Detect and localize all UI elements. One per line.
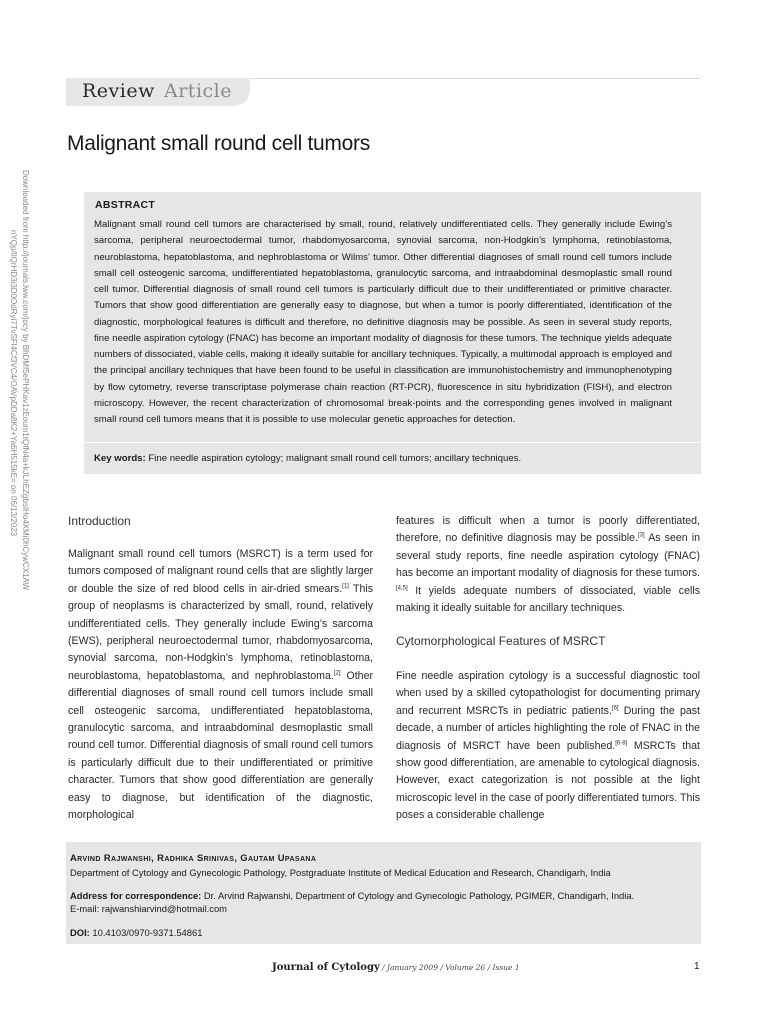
doi (70, 927, 202, 938)
abstract-divider (84, 442, 701, 443)
intro-paragraph-2: features is difficult when a tumor is poorly differentiated, therefore, no definitive diagnosis may be possible.[3] As seen in several study reports, fine needle aspiration cytology (FNAC) has become an important modality of diagnosis for these tumors.[4,5] It yields adequate numbers of dissociated, viable cells making it ideally suitable for ancillary techniques. (396, 515, 701, 615)
keywords (94, 453, 521, 464)
doi-value[interactable]: 10.4103/0970-9371.54861 (89, 927, 203, 938)
correspondence-label: Address for correspondence: (70, 890, 202, 901)
article-title: Malignant small round cell tumors (67, 132, 370, 155)
correspondence-address: Address for correspondence: Dr. Arvind Rajwanshi, Department of Cytology and Gynecologic Pathology, PGIMER, Chandigarh, India. (70, 890, 635, 901)
article-type-tab (66, 78, 250, 106)
author-names: Arvind Rajwanshi, Radhika Srinivas, Gautam Upasana (70, 852, 317, 863)
keywords-label: Key words: (94, 453, 146, 464)
abstract-text: Malignant small round cell tumors are characterised by small, round, relatively undifferentiated cells. They generally include Ewing’s sarcoma, peripheral neuroectodermal tumor, rhabdomyosarcoma, synovial sarcoma, non-Hodgkin’s lymphoma, retinoblastoma, neuroblastoma, hepatoblastoma, and nephroblastoma or Wilms’ tumor. Other differential diagnoses of small round cell tumors include small cell osteogenic sarcoma, undifferentiated hepatoblastoma, granulocytic sarcoma, and intraabdominal desmoplastic small round cell tumor. Differential diagnosis of small round cell tumors is particularly difficult due to their undifferentiated or primitive character. Tumors that show good differentiation are generally easy to diagnose, but when a tumor is poorly differentiated, identification of the diagnostic, morphological features is difficult and therefore, no definitive diagnosis may be possible. As seen in several study reports, fine needle aspiration cytology (FNAC) has become an important modality of diagnosis for these tumors. The technique yields adequate numbers of dissociated, viable cells, making it ideally suitable for ancillary techniques. Typically, a multimodal approach is employed and the principal ancillary techniques that have been found to be useful in classification are immunohistochemistry and immunophenotyping by flow cytometry, reverse transcriptase polymerase chain reaction (RT-PCR), fluorescence in situ hybridization (FISH), and electron microscopy. However, the recent characterization of chromosomal break-points and the corresponding genes involved in malignant small round cell tumors means that it is possible to use molecular genetic approaches for detection. (94, 219, 672, 425)
citation[interactable]: [6] (611, 705, 619, 712)
section-heading-cytomorphology: Cytomorphological Features of MSRCT (396, 634, 606, 648)
journal-name: Journal of Cytology (272, 962, 380, 973)
page-number: 1 (694, 961, 700, 972)
cyto-paragraph: Fine needle aspiration cytology is a successful diagnostic tool when used by a skilled cytopathologist for documenting primary and recurrent MSRCTs in pediatric patients.[6] During the past decade, a number of articles highlighting the role of FNAC in the diagnosis of MSRCT have been published.[6-8] MSRCTs that show good differentiation, are amenable to cytological diagnosis. However, exact categorization is not possible at the light microscopic level in the case of poorly differentiated tumors. This poses a considerable challenge (396, 670, 700, 822)
download-note-line1: Downloaded from http://journals.lww.com/jocy by BhDMf5ePHKav1zEoum1tQfN4a+kJLhEZgbsIHo4XMi0hCywCX1AW (21, 170, 30, 591)
article-type-word1: Review (82, 80, 155, 102)
article-type-word2: Article (164, 80, 232, 102)
keywords-text: Fine needle aspiration cytology; malignant small round cell tumors; ancillary techniques. (148, 453, 522, 464)
intro-paragraph-1: Malignant small round cell tumors (MSRCT) is a term used for tumors composed of malignant round cells that are slightly larger or double the size of red blood cells in air-dried smears.[1] This group of neoplasms is characterized by small, round, relatively undifferentiated cells. They generally include Ewing’s sarcoma (EWS), peripheral neuroectodermal tumor, rhabdomyosarcoma, synovial sarcoma, non-Hodgkin’s lymphoma, retinoblastoma, neuroblastoma, hepatoblastoma, and nephroblastoma.[2] Other differential diagnoses of small round cell tumors include small cell osteogenic sarcoma, undifferentiated hepatoblastoma, granulocytic sarcoma, and intraabdominal desmoplastic small round cell tumor. Differential diagnosis of small round cell tumors is particularly difficult due to their undifferentiated or primitive character. Tumors that show good differentiation are generally easy to diagnose, but identification of the diagnostic, morphological (68, 548, 373, 822)
doi-label: DOI: (70, 927, 90, 938)
abstract-heading: ABSTRACT (95, 199, 156, 211)
citation[interactable]: [2] (333, 670, 341, 677)
abstract-box (84, 192, 701, 474)
author-affiliation: Department of Cytology and Gynecologic Pathology, Postgraduate Institute of Medical Education and Research, Chandigarh, India (70, 867, 611, 878)
section-heading-introduction: Introduction (68, 514, 131, 528)
citation[interactable]: [4,5] (396, 585, 408, 592)
journal-footer (272, 962, 520, 973)
citation[interactable]: [3] (638, 532, 645, 539)
download-watermark (4, 170, 34, 690)
download-note-line2: nYQp/IlQrHD3i3D0OdRyi7TvSFl4Cf3VC4/OAVpDDa8K2+Ya6H515kE= on 06/13/2023 (9, 230, 18, 537)
citation[interactable]: [1] (342, 583, 349, 590)
journal-issue: / January 2009 / Volume 26 / Issue 1 (379, 963, 520, 972)
author-info-box (66, 842, 701, 944)
author-email[interactable]: E-mail: rajwanshiarvind@hotmail.com (70, 903, 227, 914)
citation[interactable]: [6-8] (615, 740, 628, 747)
